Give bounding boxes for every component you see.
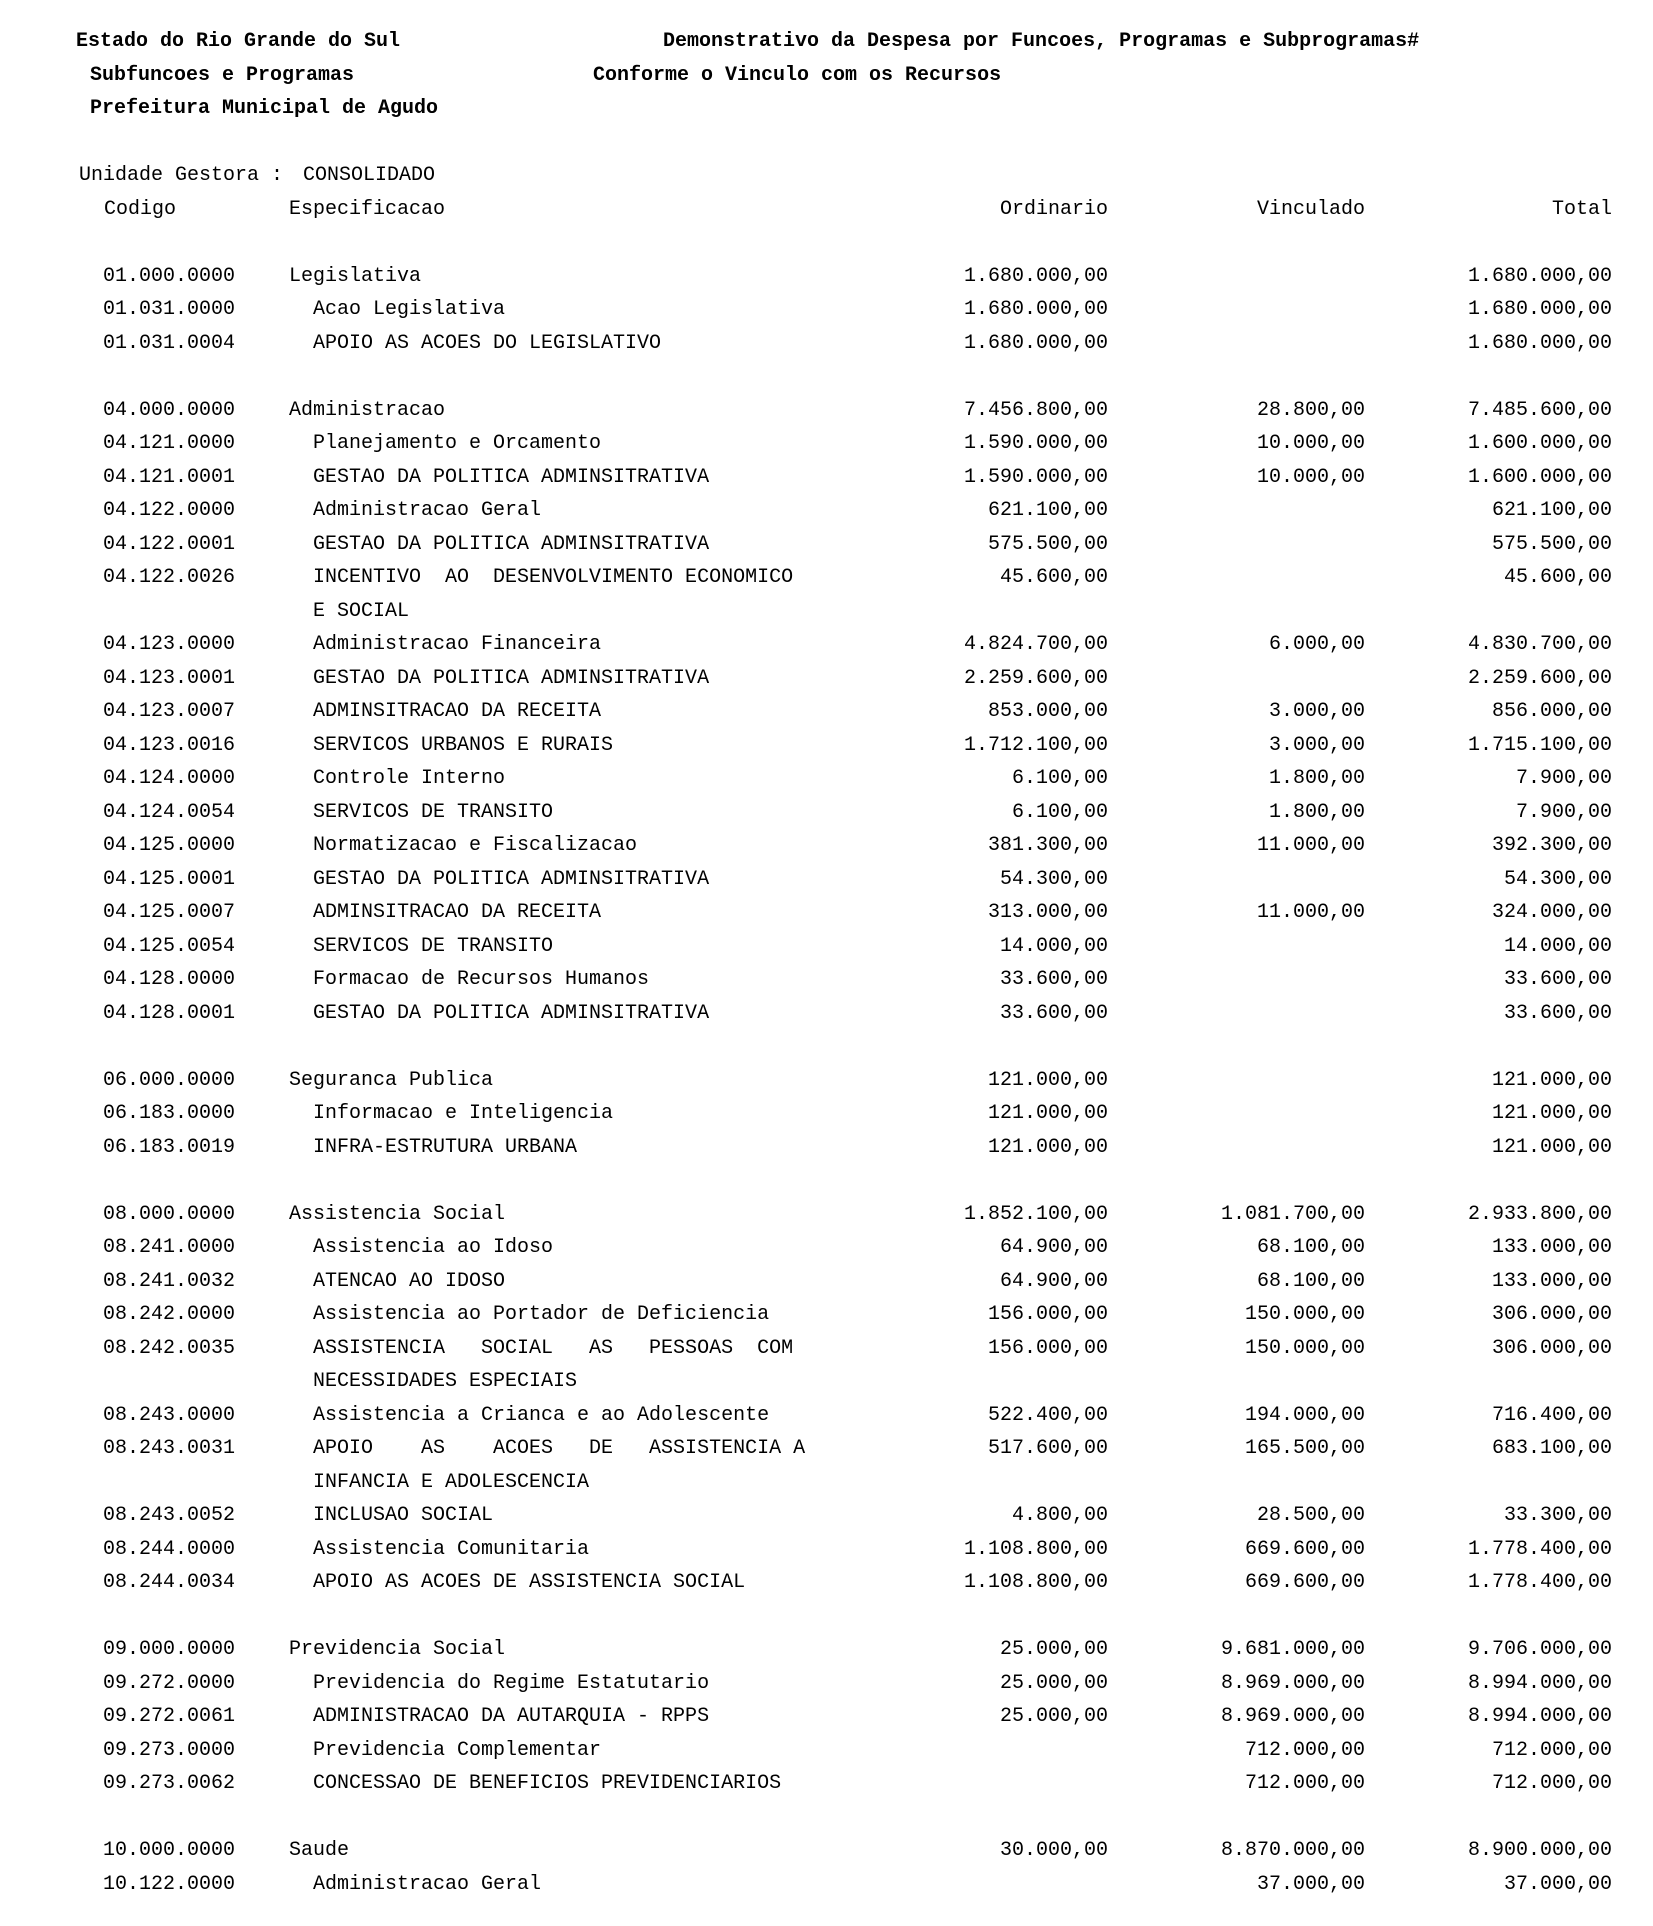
row-vinculado: 10.000,00 (1256, 432, 1365, 455)
row-code: 08.243.0052 (103, 1504, 236, 1527)
row-spec: APOIO AS ACOES DO LEGISLATIVO (313, 331, 662, 355)
row-spec: INFRA-ESTRUTURA URBANA (313, 1135, 578, 1159)
row-spec: Controle Interno (313, 767, 506, 790)
row-ordinario: 7.456.800,00 (963, 398, 1108, 422)
row-spec: Planejamento e Orcamento (313, 432, 602, 455)
row-total: 7.900,00 (1515, 800, 1612, 824)
table-row (0, 1734, 1653, 1768)
row-spec: Previdencia do Regime Estatutario (313, 1671, 710, 1695)
row-spec: Formacao de Recursos Humanos (313, 968, 650, 991)
row-total: 133.000,00 (1491, 1269, 1612, 1293)
row-code: 08.242.0000 (103, 1303, 236, 1326)
row-spec: Previdencia Complementar (313, 1738, 602, 1762)
row-total: 712.000,00 (1491, 1772, 1612, 1795)
row-ordinario: 64.900,00 (999, 1269, 1108, 1293)
table-row-continuation (0, 595, 1653, 629)
row-spec: Assistencia ao Portador de Deficiencia (313, 1303, 770, 1326)
table-row (0, 1432, 1653, 1466)
table-row (0, 729, 1653, 763)
row-ordinario: 6.100,00 (1011, 800, 1108, 824)
table-row (0, 628, 1653, 662)
row-spec: Acao Legislativa (313, 298, 506, 321)
row-ordinario: 33.600,00 (999, 1001, 1108, 1025)
row-total: 1.680.000,00 (1467, 298, 1612, 321)
row-code: 04.123.0016 (103, 733, 236, 757)
row-spec: CONCESSAO DE BENEFICIOS PREVIDENCIARIOS (313, 1772, 782, 1795)
row-ordinario: 517.600,00 (987, 1437, 1108, 1460)
row-spec: SERVICOS DE TRANSITO (313, 934, 554, 958)
row-spec: Assistencia ao Idoso (313, 1236, 554, 1259)
row-code: 10.000.0000 (103, 1839, 236, 1862)
report-subtype: Subfuncoes e Programas (90, 63, 355, 87)
table-row (0, 1700, 1653, 1734)
row-total: 121.000,00 (1491, 1102, 1612, 1125)
row-total: 9.706.000,00 (1467, 1638, 1612, 1661)
table-row (0, 930, 1653, 964)
row-ordinario: 1.590.000,00 (963, 465, 1108, 489)
row-ordinario: 30.000,00 (999, 1839, 1108, 1862)
table-row (0, 1633, 1653, 1667)
row-ordinario: 313.000,00 (987, 901, 1108, 924)
row-vinculado: 1.081.700,00 (1220, 1202, 1365, 1226)
spacer-line (0, 1164, 1653, 1198)
row-code: 09.273.0062 (103, 1772, 236, 1795)
row-total: 54.300,00 (1503, 867, 1612, 891)
table-row (0, 1834, 1653, 1868)
row-spec: ATENCAO AO IDOSO (313, 1269, 506, 1293)
table-row (0, 293, 1653, 327)
row-spec: GESTAO DA POLITICA ADMINSITRATIVA (313, 867, 710, 891)
row-code: 01.000.0000 (103, 264, 236, 288)
report-header-line-3 (0, 92, 1653, 126)
row-total: 392.300,00 (1491, 834, 1612, 857)
table-row (0, 1097, 1653, 1131)
row-total: 8.994.000,00 (1467, 1705, 1612, 1728)
row-vinculado: 10.000,00 (1256, 465, 1365, 489)
row-spec: GESTAO DA POLITICA ADMINSITRATIVA (313, 1001, 710, 1025)
row-vinculado: 1.800,00 (1268, 800, 1365, 824)
row-code: 04.125.0001 (103, 867, 236, 891)
row-code: 08.244.0000 (103, 1537, 236, 1561)
row-code: 04.124.0054 (103, 800, 236, 824)
row-spec-continuation: NECESSIDADES ESPECIAIS (313, 1370, 578, 1393)
row-ordinario: 1.108.800,00 (963, 1571, 1108, 1594)
row-ordinario: 33.600,00 (999, 968, 1108, 991)
managing-unit-value: CONSOLIDADO (303, 164, 436, 187)
row-total: 45.600,00 (1503, 566, 1612, 589)
row-code: 04.125.0054 (103, 934, 236, 958)
row-code: 04.122.0000 (103, 499, 236, 522)
row-total: 121.000,00 (1491, 1135, 1612, 1159)
row-spec: Administracao (289, 398, 446, 422)
row-vinculado: 68.100,00 (1256, 1269, 1365, 1293)
row-ordinario: 45.600,00 (999, 566, 1108, 589)
row-total: 324.000,00 (1491, 901, 1612, 924)
row-ordinario: 6.100,00 (1011, 767, 1108, 790)
table-row (0, 260, 1653, 294)
row-total: 712.000,00 (1491, 1738, 1612, 1762)
row-total: 2.259.600,00 (1467, 666, 1612, 690)
row-spec: APOIO AS ACOES DE ASSISTENCIA A (313, 1437, 806, 1460)
row-total: 621.100,00 (1491, 499, 1612, 522)
row-ordinario: 54.300,00 (999, 867, 1108, 891)
row-ordinario: 1.680.000,00 (963, 298, 1108, 321)
column-header-especificacao: Especificacao (289, 197, 446, 221)
row-spec: Administracao Geral (313, 1872, 542, 1896)
row-code: 04.125.0007 (103, 901, 236, 924)
row-spec: APOIO AS ACOES DE ASSISTENCIA SOCIAL (313, 1571, 746, 1594)
row-vinculado: 8.969.000,00 (1220, 1671, 1365, 1695)
row-code: 08.241.0000 (103, 1236, 236, 1259)
row-vinculado: 1.800,00 (1268, 767, 1365, 790)
column-header-total: Total (1551, 197, 1612, 221)
row-spec: ASSISTENCIA SOCIAL AS PESSOAS COM (313, 1336, 794, 1360)
spacer-line (0, 1600, 1653, 1634)
table-row (0, 1868, 1653, 1902)
row-vinculado: 3.000,00 (1268, 700, 1365, 723)
row-code: 04.128.0001 (103, 1001, 236, 1025)
row-total: 716.400,00 (1491, 1403, 1612, 1427)
row-code: 04.121.0000 (103, 432, 236, 455)
table-row (0, 762, 1653, 796)
table-row (0, 1265, 1653, 1299)
row-ordinario: 121.000,00 (987, 1102, 1108, 1125)
row-code: 04.123.0000 (103, 633, 236, 656)
table-row (0, 394, 1653, 428)
row-spec: Assistencia Social (289, 1202, 506, 1226)
row-total: 33.300,00 (1503, 1504, 1612, 1527)
row-code: 04.125.0000 (103, 834, 236, 857)
row-ordinario: 1.108.800,00 (963, 1537, 1108, 1561)
row-vinculado: 8.870.000,00 (1220, 1839, 1365, 1862)
row-vinculado: 28.500,00 (1256, 1504, 1365, 1527)
row-vinculado: 8.969.000,00 (1220, 1705, 1365, 1728)
row-spec: INCENTIVO AO DESENVOLVIMENTO ECONOMICO (313, 566, 794, 589)
row-total: 4.830.700,00 (1467, 633, 1612, 656)
org-name: Estado do Rio Grande do Sul (76, 30, 401, 53)
row-vinculado: 150.000,00 (1244, 1303, 1365, 1326)
report-subtitle: Conforme o Vinculo com os Recursos (593, 63, 1002, 87)
row-total: 1.715.100,00 (1467, 733, 1612, 757)
table-row (0, 1399, 1653, 1433)
row-spec: ADMINSITRACAO DA RECEITA (313, 901, 602, 924)
row-total: 1.600.000,00 (1467, 465, 1612, 489)
row-total: 7.485.600,00 (1467, 398, 1612, 422)
row-code: 09.273.0000 (103, 1738, 236, 1762)
row-total: 133.000,00 (1491, 1236, 1612, 1259)
row-ordinario: 1.590.000,00 (963, 432, 1108, 455)
table-row (0, 494, 1653, 528)
row-code: 08.242.0035 (103, 1336, 236, 1360)
row-spec: ADMINISTRACAO DA AUTARQUIA - RPPS (313, 1705, 710, 1728)
row-vinculado: 194.000,00 (1244, 1403, 1365, 1427)
table-row (0, 427, 1653, 461)
table-row (0, 963, 1653, 997)
table-row (0, 1667, 1653, 1701)
row-code: 04.123.0007 (103, 700, 236, 723)
row-code: 04.123.0001 (103, 666, 236, 690)
row-code: 09.000.0000 (103, 1638, 236, 1661)
row-ordinario: 1.852.100,00 (963, 1202, 1108, 1226)
table-row-continuation (0, 1466, 1653, 1500)
row-spec: Seguranca Publica (289, 1068, 494, 1092)
row-total: 306.000,00 (1491, 1303, 1612, 1326)
row-vinculado: 28.800,00 (1256, 398, 1365, 422)
table-row (0, 1198, 1653, 1232)
row-ordinario: 156.000,00 (987, 1303, 1108, 1326)
row-vinculado: 669.600,00 (1244, 1537, 1365, 1561)
row-vinculado: 68.100,00 (1256, 1236, 1365, 1259)
row-ordinario: 25.000,00 (999, 1638, 1108, 1661)
row-vinculado: 37.000,00 (1256, 1872, 1365, 1896)
row-total: 33.600,00 (1503, 1001, 1612, 1025)
row-total: 856.000,00 (1491, 700, 1612, 723)
row-ordinario: 4.800,00 (1011, 1504, 1108, 1527)
row-code: 04.124.0000 (103, 767, 236, 790)
row-total: 2.933.800,00 (1467, 1202, 1612, 1226)
row-ordinario: 2.259.600,00 (963, 666, 1108, 690)
row-code: 04.122.0026 (103, 566, 236, 589)
row-code: 06.000.0000 (103, 1068, 236, 1092)
row-spec: Administracao Financeira (313, 633, 602, 656)
row-total: 14.000,00 (1503, 934, 1612, 958)
row-vinculado: 6.000,00 (1268, 633, 1365, 656)
row-ordinario: 156.000,00 (987, 1336, 1108, 1360)
row-ordinario: 1.680.000,00 (963, 264, 1108, 288)
table-row (0, 863, 1653, 897)
row-vinculado: 669.600,00 (1244, 1571, 1365, 1594)
row-code: 01.031.0004 (103, 331, 236, 355)
row-total: 121.000,00 (1491, 1068, 1612, 1092)
managing-unit-label: Unidade Gestora : (79, 164, 284, 187)
row-code: 04.122.0001 (103, 532, 236, 556)
row-spec: SERVICOS URBANOS E RURAIS (313, 733, 614, 757)
row-ordinario: 381.300,00 (987, 834, 1108, 857)
table-row (0, 1131, 1653, 1165)
municipality-name: Prefeitura Municipal de Agudo (90, 97, 439, 120)
column-header-vinculado: Vinculado (1256, 197, 1365, 221)
table-row (0, 1332, 1653, 1366)
row-total: 306.000,00 (1491, 1336, 1612, 1360)
table-body (0, 260, 1653, 1902)
row-total: 8.994.000,00 (1467, 1671, 1612, 1695)
row-total: 683.100,00 (1491, 1437, 1612, 1460)
row-code: 04.121.0001 (103, 465, 236, 489)
spacer-line (0, 126, 1653, 160)
row-vinculado: 3.000,00 (1268, 733, 1365, 757)
row-total: 1.600.000,00 (1467, 432, 1612, 455)
managing-unit-line (0, 159, 1653, 193)
row-ordinario: 121.000,00 (987, 1135, 1108, 1159)
table-row (0, 561, 1653, 595)
row-ordinario: 14.000,00 (999, 934, 1108, 958)
row-spec: GESTAO DA POLITICA ADMINSITRATIVA (313, 666, 710, 690)
row-ordinario: 64.900,00 (999, 1236, 1108, 1259)
table-row (0, 528, 1653, 562)
table-row (0, 1566, 1653, 1600)
row-ordinario: 853.000,00 (987, 700, 1108, 723)
table-row (0, 1298, 1653, 1332)
spacer-line (0, 1030, 1653, 1064)
row-spec: Normatizacao e Fiscalizacao (313, 834, 638, 857)
row-code: 09.272.0061 (103, 1705, 236, 1728)
row-total: 1.778.400,00 (1467, 1537, 1612, 1561)
row-spec: Informacao e Inteligencia (313, 1102, 614, 1125)
spacer-line (0, 1801, 1653, 1835)
table-row (0, 896, 1653, 930)
column-header-codigo: Codigo (104, 197, 177, 221)
row-total: 1.680.000,00 (1467, 264, 1612, 288)
row-total: 7.900,00 (1515, 767, 1612, 790)
row-ordinario: 25.000,00 (999, 1671, 1108, 1695)
row-code: 08.244.0034 (103, 1571, 236, 1594)
row-vinculado: 11.000,00 (1256, 834, 1365, 857)
report-header-line-2 (0, 59, 1653, 93)
row-vinculado: 712.000,00 (1244, 1738, 1365, 1762)
table-header-row (0, 193, 1653, 227)
row-spec: GESTAO DA POLITICA ADMINSITRATIVA (313, 465, 710, 489)
row-code: 08.241.0032 (103, 1269, 236, 1293)
row-total: 8.900.000,00 (1467, 1839, 1612, 1862)
row-spec: GESTAO DA POLITICA ADMINSITRATIVA (313, 532, 710, 556)
row-code: 04.000.0000 (103, 398, 236, 422)
table-row (0, 1064, 1653, 1098)
row-ordinario: 1.680.000,00 (963, 331, 1108, 355)
row-spec: ADMINSITRACAO DA RECEITA (313, 700, 602, 723)
table-row (0, 662, 1653, 696)
row-ordinario: 1.712.100,00 (963, 733, 1108, 757)
row-ordinario: 621.100,00 (987, 499, 1108, 522)
spacer-line (0, 360, 1653, 394)
row-total: 37.000,00 (1503, 1872, 1612, 1896)
row-code: 08.243.0031 (103, 1437, 236, 1460)
row-vinculado: 150.000,00 (1244, 1336, 1365, 1360)
row-spec-continuation: E SOCIAL (313, 599, 410, 623)
row-spec: INCLUSAO SOCIAL (313, 1504, 494, 1527)
row-ordinario: 4.824.700,00 (963, 633, 1108, 656)
row-total: 33.600,00 (1503, 968, 1612, 991)
table-row (0, 1499, 1653, 1533)
row-code: 08.243.0000 (103, 1403, 236, 1427)
row-spec: Administracao Geral (313, 499, 542, 522)
row-spec-continuation: INFANCIA E ADOLESCENCIA (313, 1470, 590, 1494)
table-row (0, 1533, 1653, 1567)
row-ordinario: 121.000,00 (987, 1068, 1108, 1092)
table-row (0, 461, 1653, 495)
spacer-line (0, 226, 1653, 260)
table-row (0, 695, 1653, 729)
table-row (0, 796, 1653, 830)
table-row (0, 1231, 1653, 1265)
row-vinculado: 11.000,00 (1256, 901, 1365, 924)
row-code: 01.031.0000 (103, 298, 236, 321)
table-row (0, 1767, 1653, 1801)
row-spec: SERVICOS DE TRANSITO (313, 800, 554, 824)
column-header-ordinario: Ordinario (999, 197, 1108, 221)
row-vinculado: 9.681.000,00 (1220, 1638, 1365, 1661)
row-code: 06.183.0019 (103, 1135, 236, 1159)
row-spec: Saude (289, 1839, 350, 1862)
report-header-line-1 (0, 25, 1653, 59)
row-spec: Previdencia Social (289, 1638, 506, 1661)
row-spec: Assistencia Comunitaria (313, 1537, 590, 1561)
row-ordinario: 575.500,00 (987, 532, 1108, 556)
row-total: 1.778.400,00 (1467, 1571, 1612, 1594)
row-spec: Assistencia a Crianca e ao Adolescente (313, 1403, 770, 1427)
report-title: Demonstrativo da Despesa por Funcoes, Programas e Subprogramas# (663, 30, 1420, 53)
row-code: 08.000.0000 (103, 1202, 236, 1226)
row-code: 09.272.0000 (103, 1671, 236, 1695)
row-ordinario: 522.400,00 (987, 1403, 1108, 1427)
row-spec: Legislativa (289, 264, 422, 288)
row-ordinario: 25.000,00 (999, 1705, 1108, 1728)
table-row (0, 829, 1653, 863)
row-total: 1.680.000,00 (1467, 331, 1612, 355)
row-code: 10.122.0000 (103, 1872, 236, 1896)
row-code: 06.183.0000 (103, 1102, 236, 1125)
row-vinculado: 165.500,00 (1244, 1437, 1365, 1460)
table-row-continuation (0, 1365, 1653, 1399)
row-total: 575.500,00 (1491, 532, 1612, 556)
row-code: 04.128.0000 (103, 968, 236, 991)
table-row (0, 327, 1653, 361)
row-vinculado: 712.000,00 (1244, 1772, 1365, 1795)
table-row (0, 997, 1653, 1031)
